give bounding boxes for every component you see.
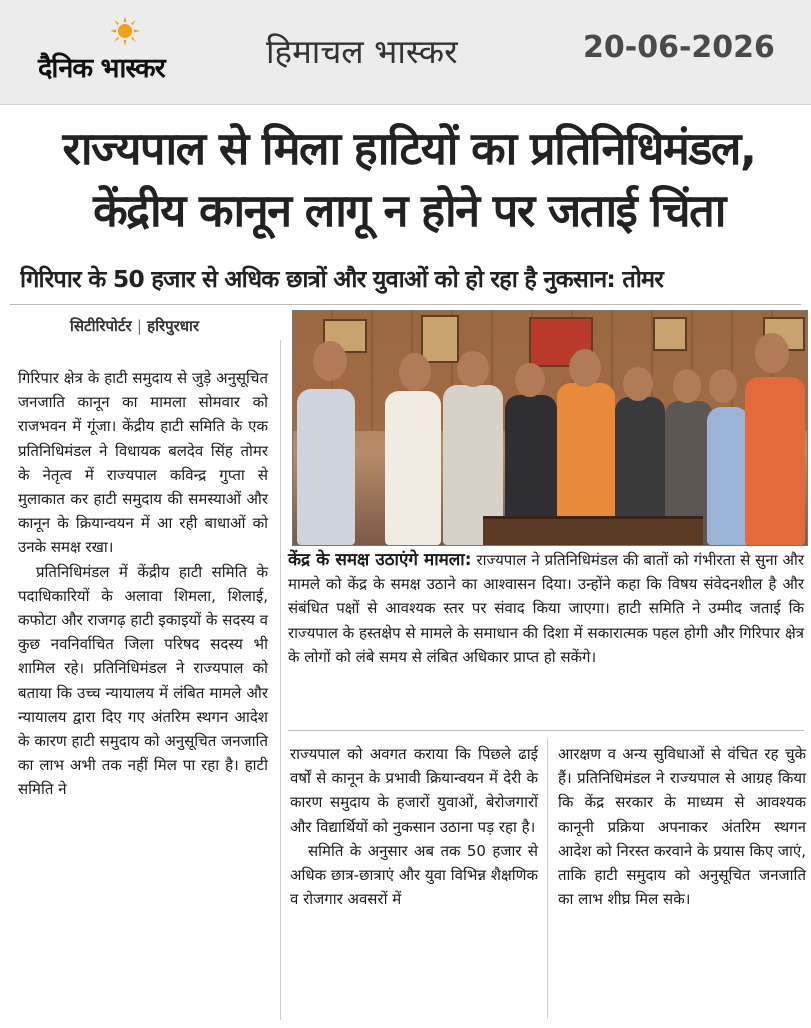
column-divider: [547, 738, 548, 1018]
paragraph: प्रतिनिधिमंडल में केंद्रीय हाटी समिति के पदाधिकारियों के अलावा शिमला, शिलाई, कफोटा और राजगढ़ हाटी इकाइयों के सदस्य व कुछ नवनिर्वाचित जिला परिषद सदस्य भी शामिल रहे। प्रतिनिधिमंडल ने राज्यपाल को बताया कि उच्च न्यायालय में लंबित मामले और न्यायालय द्वारा दिए गए अंतरिम स्थगन आदेश के कारण हाटी समुदाय को अनुसूचित जनजाति का लाभ अभी तक नहीं मिल पा रहा है। हाटी समिति ने: [18, 562, 268, 799]
edition-date: 20-06-2026: [583, 30, 775, 65]
paragraph: आरक्षण व अन्य सुविधाओं से वंचित रह चुके हैं। प्रतिनिधिमंडल ने राज्यपाल से आग्रह किया कि केंद्र सरकार के माध्यम से आवश्यक कानूनी प्रक्रिया अपनाकर अंतरिम स्थगन आदेश को निरस्त करवाने के प्रयास किए जाएं, ताकि हाटी समुदाय को अनुसूचित जनजाति का लाभ शीघ्र मिल सके।: [558, 745, 806, 909]
headline-line-1: राज्यपाल से मिला हाटियों का प्रतिनिधिमंडल,: [62, 122, 756, 175]
column-divider: [280, 340, 281, 1020]
news-photo: [292, 310, 808, 546]
paragraph: गिरिपार क्षेत्र के हाटी समुदाय से जुड़े अनुसूचित जनजाति कानून का मामला सोमवार को राजभवन में गूंजा। केंद्रीय हाटी समिति के एक प्रतिनिधिमंडल ने विधायक बलदेव सिंह तोमर के नेतृत्व में राज्यपाल कविन्द्र गुप्ता से मुलाकात कर हाटी समुदाय की समस्याओं और कानून के क्रियान्वयन में आ रही बाधाओं को उनके समक्ष रखा।: [18, 369, 268, 557]
caption-heading: केंद्र के समक्ष उठाएंगे मामला:: [288, 550, 472, 570]
article-column-3: [558, 742, 806, 911]
article-column-2: [290, 742, 538, 911]
headline-line-2: केंद्रीय कानून लागू न होने पर जताई चिंता: [93, 184, 725, 237]
sun-icon: [110, 16, 140, 46]
divider: [288, 730, 804, 731]
subheadline: गिरिपार के 50 हजार से अधिक छात्रों और युवाओं को हो रहा है नुकसान: तोमर: [20, 265, 664, 293]
article-column-1: [18, 366, 268, 802]
paragraph: राज्यपाल को अवगत कराया कि पिछले ढाई वर्षों से कानून के प्रभावी क्रियान्वयन में देरी के कारण समुदाय के हजारों युवाओं, बेरोजगारों और विद्यार्थियों को नुकसान उठाना पड़ रहा है।: [290, 745, 538, 836]
byline-reporter: सिटीरिपोर्टर: [70, 317, 132, 335]
headline: [14, 118, 804, 242]
photo-caption: [288, 548, 804, 669]
byline: [70, 316, 199, 336]
byline-place: हरिपुरधार: [147, 317, 200, 335]
divider: [10, 304, 801, 305]
edition-name: हिमाचल भास्कर: [266, 32, 458, 71]
byline-separator: |: [136, 317, 142, 335]
logo-text: दैनिक भास्कर: [38, 53, 165, 84]
caption-text: [288, 548, 804, 669]
paragraph: समिति के अनुसार अब तक 50 हजार से अधिक छात्र-छात्राएं और युवा विभिन्न शैक्षणिक व रोजगार अवसरों में: [290, 841, 538, 909]
logo: [38, 14, 218, 86]
masthead: [0, 0, 811, 105]
caption-body: राज्यपाल ने प्रतिनिधिमंडल की बातों को गंभीरता से सुना और मामले को केंद्र के समक्ष उठाने का आश्वासन दिया। उन्होंने कहा कि विषय संवेदनशील है और संबंधित पक्षों से आवश्यक स्तर पर संवाद किया जाएगा। हाटी समिति ने उम्मीद जताई कि राज्यपाल के हस्तक्षेप से मामले के समाधान की दिशा में सकारात्मक पहल होगी और गिरिपार क्षेत्र के लोगों को लंबे समय से लंबित अधिकार प्राप्त हो सकेंगे।: [288, 551, 804, 666]
